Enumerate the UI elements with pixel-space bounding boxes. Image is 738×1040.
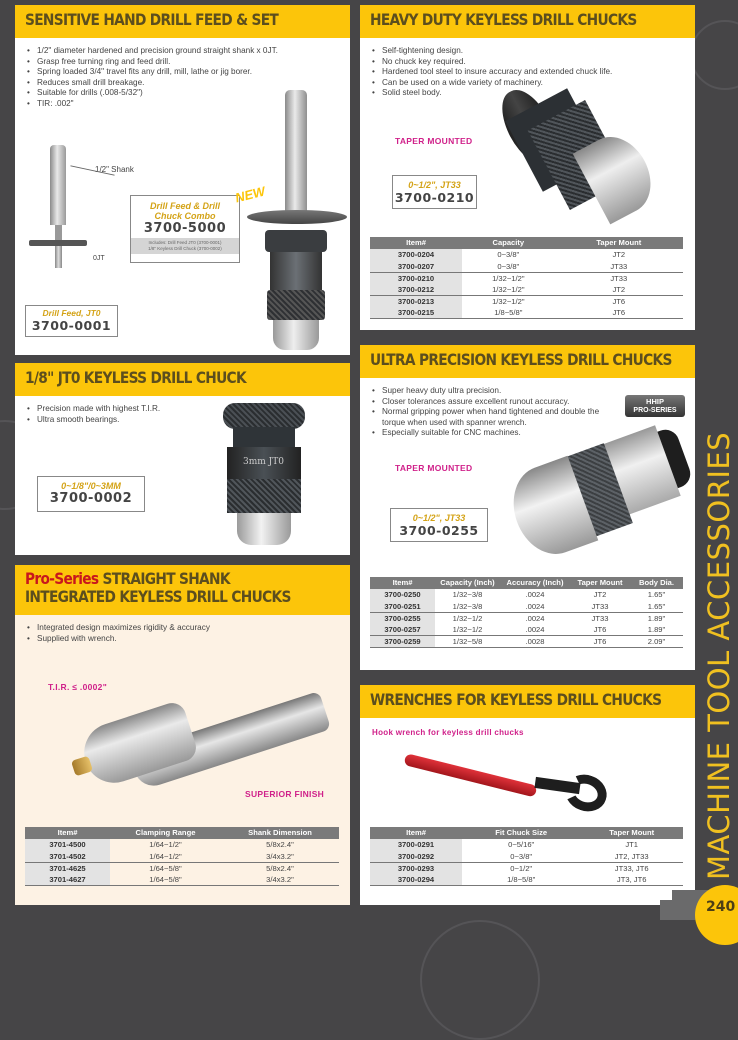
- item-number: 3701-4502: [25, 851, 110, 863]
- table-cell: JT6: [555, 295, 683, 307]
- table-row: [25, 862, 339, 874]
- table-cell: JT33: [610, 261, 628, 271]
- panel-wrenches: [360, 685, 695, 905]
- heavy-duty-subtitle: 0~1/2", JT33: [408, 180, 461, 190]
- panel-jt0-chuck: [15, 363, 350, 555]
- table-cell: 1/64~5/8": [110, 862, 221, 874]
- table-cell: 5/8x2.4": [266, 840, 294, 850]
- feature-item: • Supplied with wrench.: [27, 634, 340, 645]
- table-cell: 1/64~5/8": [110, 874, 221, 886]
- feature-item: • Reduces small drill breakage.: [27, 78, 340, 89]
- ultra-precision-spec-table: [370, 577, 683, 648]
- title-text: ULTRA PRECISION KEYLESS DRILL CHUCKS: [370, 350, 672, 369]
- ultra-precision-subtitle: 0~1/2", JT33: [412, 513, 466, 523]
- shank-label: 1/2" Shank: [95, 165, 134, 174]
- panel-title: [360, 345, 695, 378]
- table-row: [370, 307, 683, 319]
- feature-item: • Hardened tool steel to insure accuracy and extended chuck life.: [372, 67, 685, 78]
- feature-item: • Integrated design maximizes rigidity & accuracy: [27, 623, 340, 634]
- page-number: 240: [695, 885, 738, 945]
- item-number: 3700-0210: [370, 272, 462, 284]
- table-cell: 0~3/8": [510, 851, 533, 861]
- table-row: [370, 601, 683, 613]
- panel-title: [360, 685, 695, 718]
- wrench-spec-table: [370, 827, 683, 886]
- table-cell: 1/32~3/8: [452, 590, 483, 600]
- feature-item: • 1/2" diameter hardened and precision ground straight shank x 0JT.: [27, 46, 287, 57]
- table-row: [25, 874, 339, 886]
- feature-item: • No chuck key required.: [372, 57, 685, 68]
- column-header: Fit Chuck Size: [462, 827, 580, 839]
- column-header: Item#: [370, 577, 435, 589]
- table-row: [370, 635, 683, 647]
- table-cell: JT2: [593, 590, 607, 600]
- column-header: Shank Dimension: [221, 827, 339, 839]
- item-number: 3700-0204: [370, 249, 462, 261]
- panel-title: [15, 363, 350, 396]
- table-row: [370, 874, 683, 886]
- tir-label: T.I.R. ≤ .0002": [48, 682, 108, 692]
- table-cell: 5/8x2.4": [221, 862, 339, 874]
- jt0-chuck-subtitle: 0~1/8"/0~3MM: [61, 481, 121, 491]
- feature-item: • Grasp free turning ring and feed drill.: [27, 57, 340, 68]
- table-cell: 1/32~1/2: [452, 624, 483, 634]
- item-number: 3700-0207: [370, 261, 462, 273]
- item-number: 3700-0213: [370, 295, 462, 307]
- drill-feed-callout: [25, 305, 118, 337]
- table-cell: JT1: [625, 840, 639, 850]
- table-cell: .0024: [525, 590, 545, 600]
- feature-item: • Super heavy duty ultra precision.: [372, 386, 685, 397]
- table-header-row: [25, 827, 339, 839]
- title-text: HEAVY DUTY KEYLESS DRILL CHUCKS: [370, 10, 637, 29]
- badge-logo-text: HHIP: [646, 397, 664, 406]
- item-number: 3700-0259: [370, 635, 435, 647]
- note-line: 1/8" Keyless Drill Chuck (3700-0002): [148, 246, 222, 251]
- table-cell: .0024: [500, 612, 570, 624]
- hook-wrench-label: Hook wrench for keyless drill chucks: [372, 728, 524, 737]
- table-header-row: [370, 577, 683, 589]
- background-gear-decoration: [690, 20, 738, 90]
- item-number: 3701-4627: [25, 874, 110, 886]
- panel-title: [360, 5, 695, 38]
- table-cell: JT2, JT33: [614, 851, 649, 861]
- table-row: [370, 624, 683, 636]
- feature-item: • Normal gripping power when hand tightened and double the torque when used with spanner wrench.: [372, 407, 607, 428]
- column-header: Body Dia.: [630, 577, 683, 589]
- item-number: 3700-0257: [370, 624, 435, 636]
- table-cell: 1.89": [630, 612, 683, 624]
- title-text: SENSITIVE HAND DRILL FEED & SET: [25, 10, 279, 29]
- table-cell: 1/32~5/8: [435, 635, 500, 647]
- table-cell: 3/4x3.2": [221, 874, 339, 886]
- table-row: [370, 261, 683, 273]
- feature-item: • Self-tightening design.: [372, 46, 685, 57]
- panel-hand-drill-feed: [15, 5, 350, 355]
- table-cell: .0028: [500, 635, 570, 647]
- feature-item: • Can be used on a wide variety of machinery.: [372, 78, 685, 89]
- table-cell: 1.89": [647, 624, 666, 634]
- table-cell: 1/64~1/2": [149, 840, 182, 850]
- table-cell: 0~5/16": [508, 840, 535, 850]
- feature-item: • Spring loaded 3/4" travel fits any drill, mill, lathe or jig borer.: [27, 67, 340, 78]
- column-header: Item#: [370, 827, 462, 839]
- title-line: INTEGRATED KEYLESS DRILL CHUCKS: [25, 587, 291, 607]
- badge-series-text: PRO-SERIES: [633, 407, 677, 414]
- section-side-title: MACHINE TOOL ACCESSORIES: [702, 431, 736, 880]
- table-cell: 1/32~1/2": [462, 295, 555, 307]
- item-number: 3700-0293: [370, 862, 462, 874]
- column-header: Capacity (Inch): [435, 577, 500, 589]
- feature-item: • TIR: .002": [27, 99, 340, 110]
- pro-series-badge: [625, 395, 685, 417]
- table-cell: 1/32~1/2: [435, 612, 500, 624]
- table-cell: 1.65": [647, 601, 666, 611]
- column-header: Taper Mount: [570, 577, 630, 589]
- table-cell: 0~3/8": [497, 261, 520, 271]
- table-cell: 1.65": [647, 590, 666, 600]
- table-cell: 1/32~3/8: [452, 601, 483, 611]
- table-cell: 3/4x3.2": [266, 851, 294, 861]
- column-header: Taper Mount: [555, 237, 683, 249]
- table-row: [370, 272, 683, 284]
- table-cell: JT2: [612, 250, 626, 260]
- item-number: 3700-0292: [370, 851, 462, 863]
- heavy-duty-callout: [392, 175, 477, 209]
- jt0-chuck-callout: [37, 476, 145, 512]
- table-cell: 2.09": [630, 635, 683, 647]
- jt0-chuck-item-code: 3700-0002: [49, 491, 133, 506]
- panel-heavy-duty: [360, 5, 695, 330]
- table-cell: JT33: [591, 601, 609, 611]
- item-number: 3701-4625: [25, 862, 110, 874]
- table-header-row: [370, 827, 683, 839]
- panel-title: [15, 5, 350, 38]
- table-cell: .0024: [525, 624, 545, 634]
- table-header-row: [370, 237, 683, 249]
- taper-mounted-label: TAPER MOUNTED: [395, 136, 473, 146]
- combo-subtitle: Drill Feed & Drill: [149, 201, 220, 211]
- column-header: Taper Mount: [580, 827, 683, 839]
- item-number: 3700-0215: [370, 307, 462, 319]
- drill-feed-subtitle: Drill Feed, JT0: [42, 308, 101, 318]
- table-row: [370, 284, 683, 296]
- heavy-duty-spec-table: [370, 237, 683, 319]
- title-line: STRAIGHT SHANK: [98, 569, 230, 588]
- table-cell: JT6: [593, 624, 607, 634]
- title-text: 1/8" JT0 KEYLESS DRILL CHUCK: [25, 368, 246, 387]
- feature-list: [15, 615, 350, 644]
- item-number: 3700-0294: [370, 874, 462, 886]
- table-cell: JT3, JT6: [580, 874, 683, 886]
- feature-item: • Solid steel body.: [372, 88, 685, 99]
- panel-straight-shank: [15, 565, 350, 905]
- title-text: WRENCHES FOR KEYLESS DRILL CHUCKS: [370, 690, 662, 709]
- table-cell: JT33, JT6: [580, 862, 683, 874]
- column-header: Clamping Range: [110, 827, 221, 839]
- table-cell: JT2: [612, 284, 626, 294]
- note-line: Includes: Drill Feed JT0 (3700-0001): [148, 240, 222, 245]
- panel-ultra-precision: [360, 345, 695, 670]
- column-header: Item#: [25, 827, 110, 839]
- item-number: 3700-0251: [370, 601, 435, 613]
- table-cell: JT33: [570, 612, 630, 624]
- table-row: [25, 839, 339, 851]
- table-cell: 1/32~1/2": [462, 272, 555, 284]
- table-row: [25, 851, 339, 863]
- table-cell: 1/32~1/2": [492, 284, 525, 294]
- straight-shank-spec-table: [25, 827, 339, 886]
- table-cell: 1/64~1/2": [149, 851, 182, 861]
- item-number: 3700-0250: [370, 589, 435, 601]
- combo-subtitle: Chuck Combo: [154, 211, 216, 221]
- feature-item: • Especially suitable for CNC machines.: [372, 428, 685, 439]
- table-cell: JT6: [570, 635, 630, 647]
- item-number: 3701-4500: [25, 839, 110, 851]
- table-row: [370, 862, 683, 874]
- background-gear-decoration: [420, 920, 540, 1040]
- item-number: 3700-0255: [370, 612, 435, 624]
- panel-title: [15, 565, 350, 615]
- column-header: Accuracy (Inch): [500, 577, 570, 589]
- column-header: Capacity: [462, 237, 555, 249]
- table-cell: 0~3/8": [497, 250, 520, 260]
- table-row: [370, 295, 683, 307]
- pro-series-label: Pro-Series: [25, 569, 99, 588]
- table-row: [370, 589, 683, 601]
- new-badge: NEW: [233, 183, 267, 206]
- title-text: [25, 570, 291, 607]
- ojt-label: 0JT: [93, 255, 105, 262]
- item-number: 3700-0291: [370, 839, 462, 851]
- feature-list: [360, 38, 695, 99]
- heavy-duty-item-code: 3700-0210: [394, 190, 475, 205]
- combo-item-code: 3700-5000: [143, 221, 227, 236]
- taper-mounted-label: TAPER MOUNTED: [395, 463, 473, 473]
- table-cell: 1/8~5/8": [462, 874, 580, 886]
- table-cell: JT33: [555, 272, 683, 284]
- table-row: [370, 612, 683, 624]
- combo-includes-note: [131, 238, 239, 254]
- feature-item: • Closer tolerances assure excellent runout accuracy.: [372, 397, 685, 408]
- column-header: Item#: [370, 237, 462, 249]
- chuck-marking: 3mm JT0: [243, 457, 284, 467]
- table-row: [370, 851, 683, 863]
- item-number: 3700-0212: [370, 284, 462, 296]
- feature-item: • Suitable for drills (.008-5/32"): [27, 88, 340, 99]
- table-cell: .0024: [525, 601, 545, 611]
- table-row: [370, 249, 683, 261]
- ultra-precision-callout: [390, 508, 488, 542]
- table-cell: 0~1/2": [462, 862, 580, 874]
- table-cell: 1/8~5/8": [462, 307, 555, 319]
- table-row: [370, 839, 683, 851]
- drill-feed-item-code: 3700-0001: [31, 318, 112, 333]
- combo-callout: [130, 195, 240, 263]
- table-cell: JT6: [555, 307, 683, 319]
- superior-finish-label: SUPERIOR FINISH: [245, 789, 325, 799]
- feature-item: • Precision made with highest T.I.R.: [27, 404, 340, 415]
- ultra-precision-item-code: 3700-0255: [399, 523, 479, 538]
- feature-item: • Ultra smooth bearings.: [27, 415, 340, 426]
